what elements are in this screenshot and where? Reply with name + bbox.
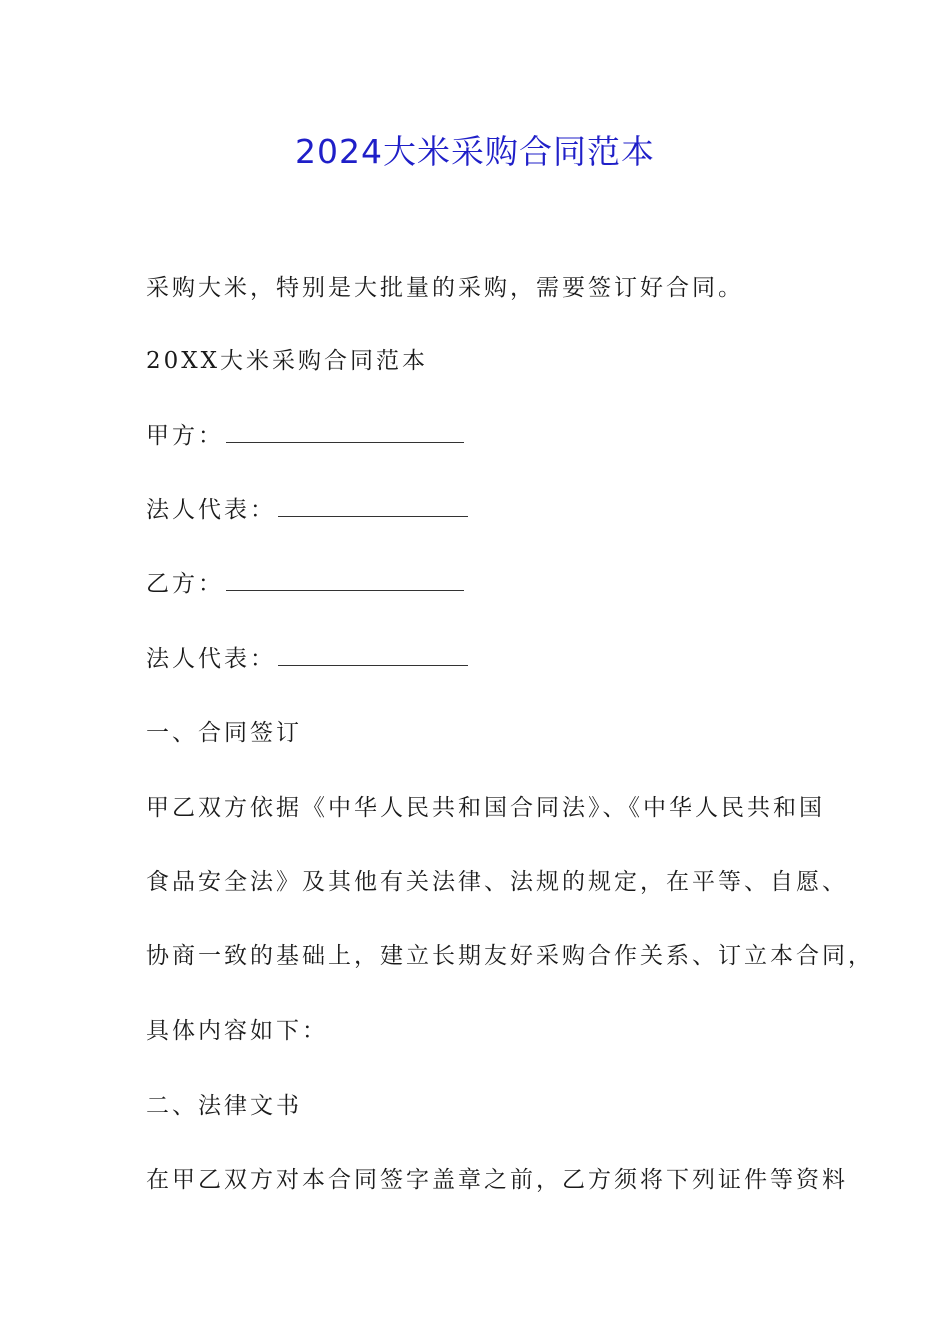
party-a-rep-label: 法人代表：: [146, 497, 276, 523]
section2-body-line-1: 在甲乙双方对本合同签字盖章之前，乙方须将下列证件等资料: [146, 1167, 848, 1193]
section1-body-line-1: 甲乙双方依据《中华人民共和国合同法》、《中华人民共和国: [146, 795, 825, 821]
party-b-rep-row: [146, 641, 468, 677]
section1-body-line-4: 具体内容如下：: [146, 1018, 328, 1044]
section2-heading: 二、法律文书: [146, 1093, 302, 1119]
party-b-label: 乙方：: [146, 571, 224, 597]
section1-body-line-3: 协商一致的基础上，建立长期友好采购合作关系、订立本合同，: [146, 943, 874, 969]
party-b-rep-label: 法人代表：: [146, 646, 276, 672]
party-b-blank: [226, 566, 464, 591]
party-b-row: [146, 566, 464, 602]
intro-paragraph: 采购大米，特别是大批量的采购，需要签订好合同。: [146, 275, 744, 301]
section1-heading: 一、合同签订: [146, 720, 302, 746]
document-subtitle: 20XX大米采购合同范本: [146, 348, 429, 374]
party-a-blank: [226, 418, 464, 443]
party-b-rep-blank: [278, 641, 468, 666]
section1-body-line-2: 食品安全法》及其他有关法律、法规的规定，在平等、自愿、: [146, 869, 848, 895]
party-a-row: [146, 418, 464, 454]
party-a-rep-blank: [278, 492, 468, 517]
party-a-label: 甲方：: [146, 423, 224, 449]
document-title: 2024大米采购合同范本: [295, 132, 655, 171]
party-a-rep-row: [146, 492, 468, 528]
